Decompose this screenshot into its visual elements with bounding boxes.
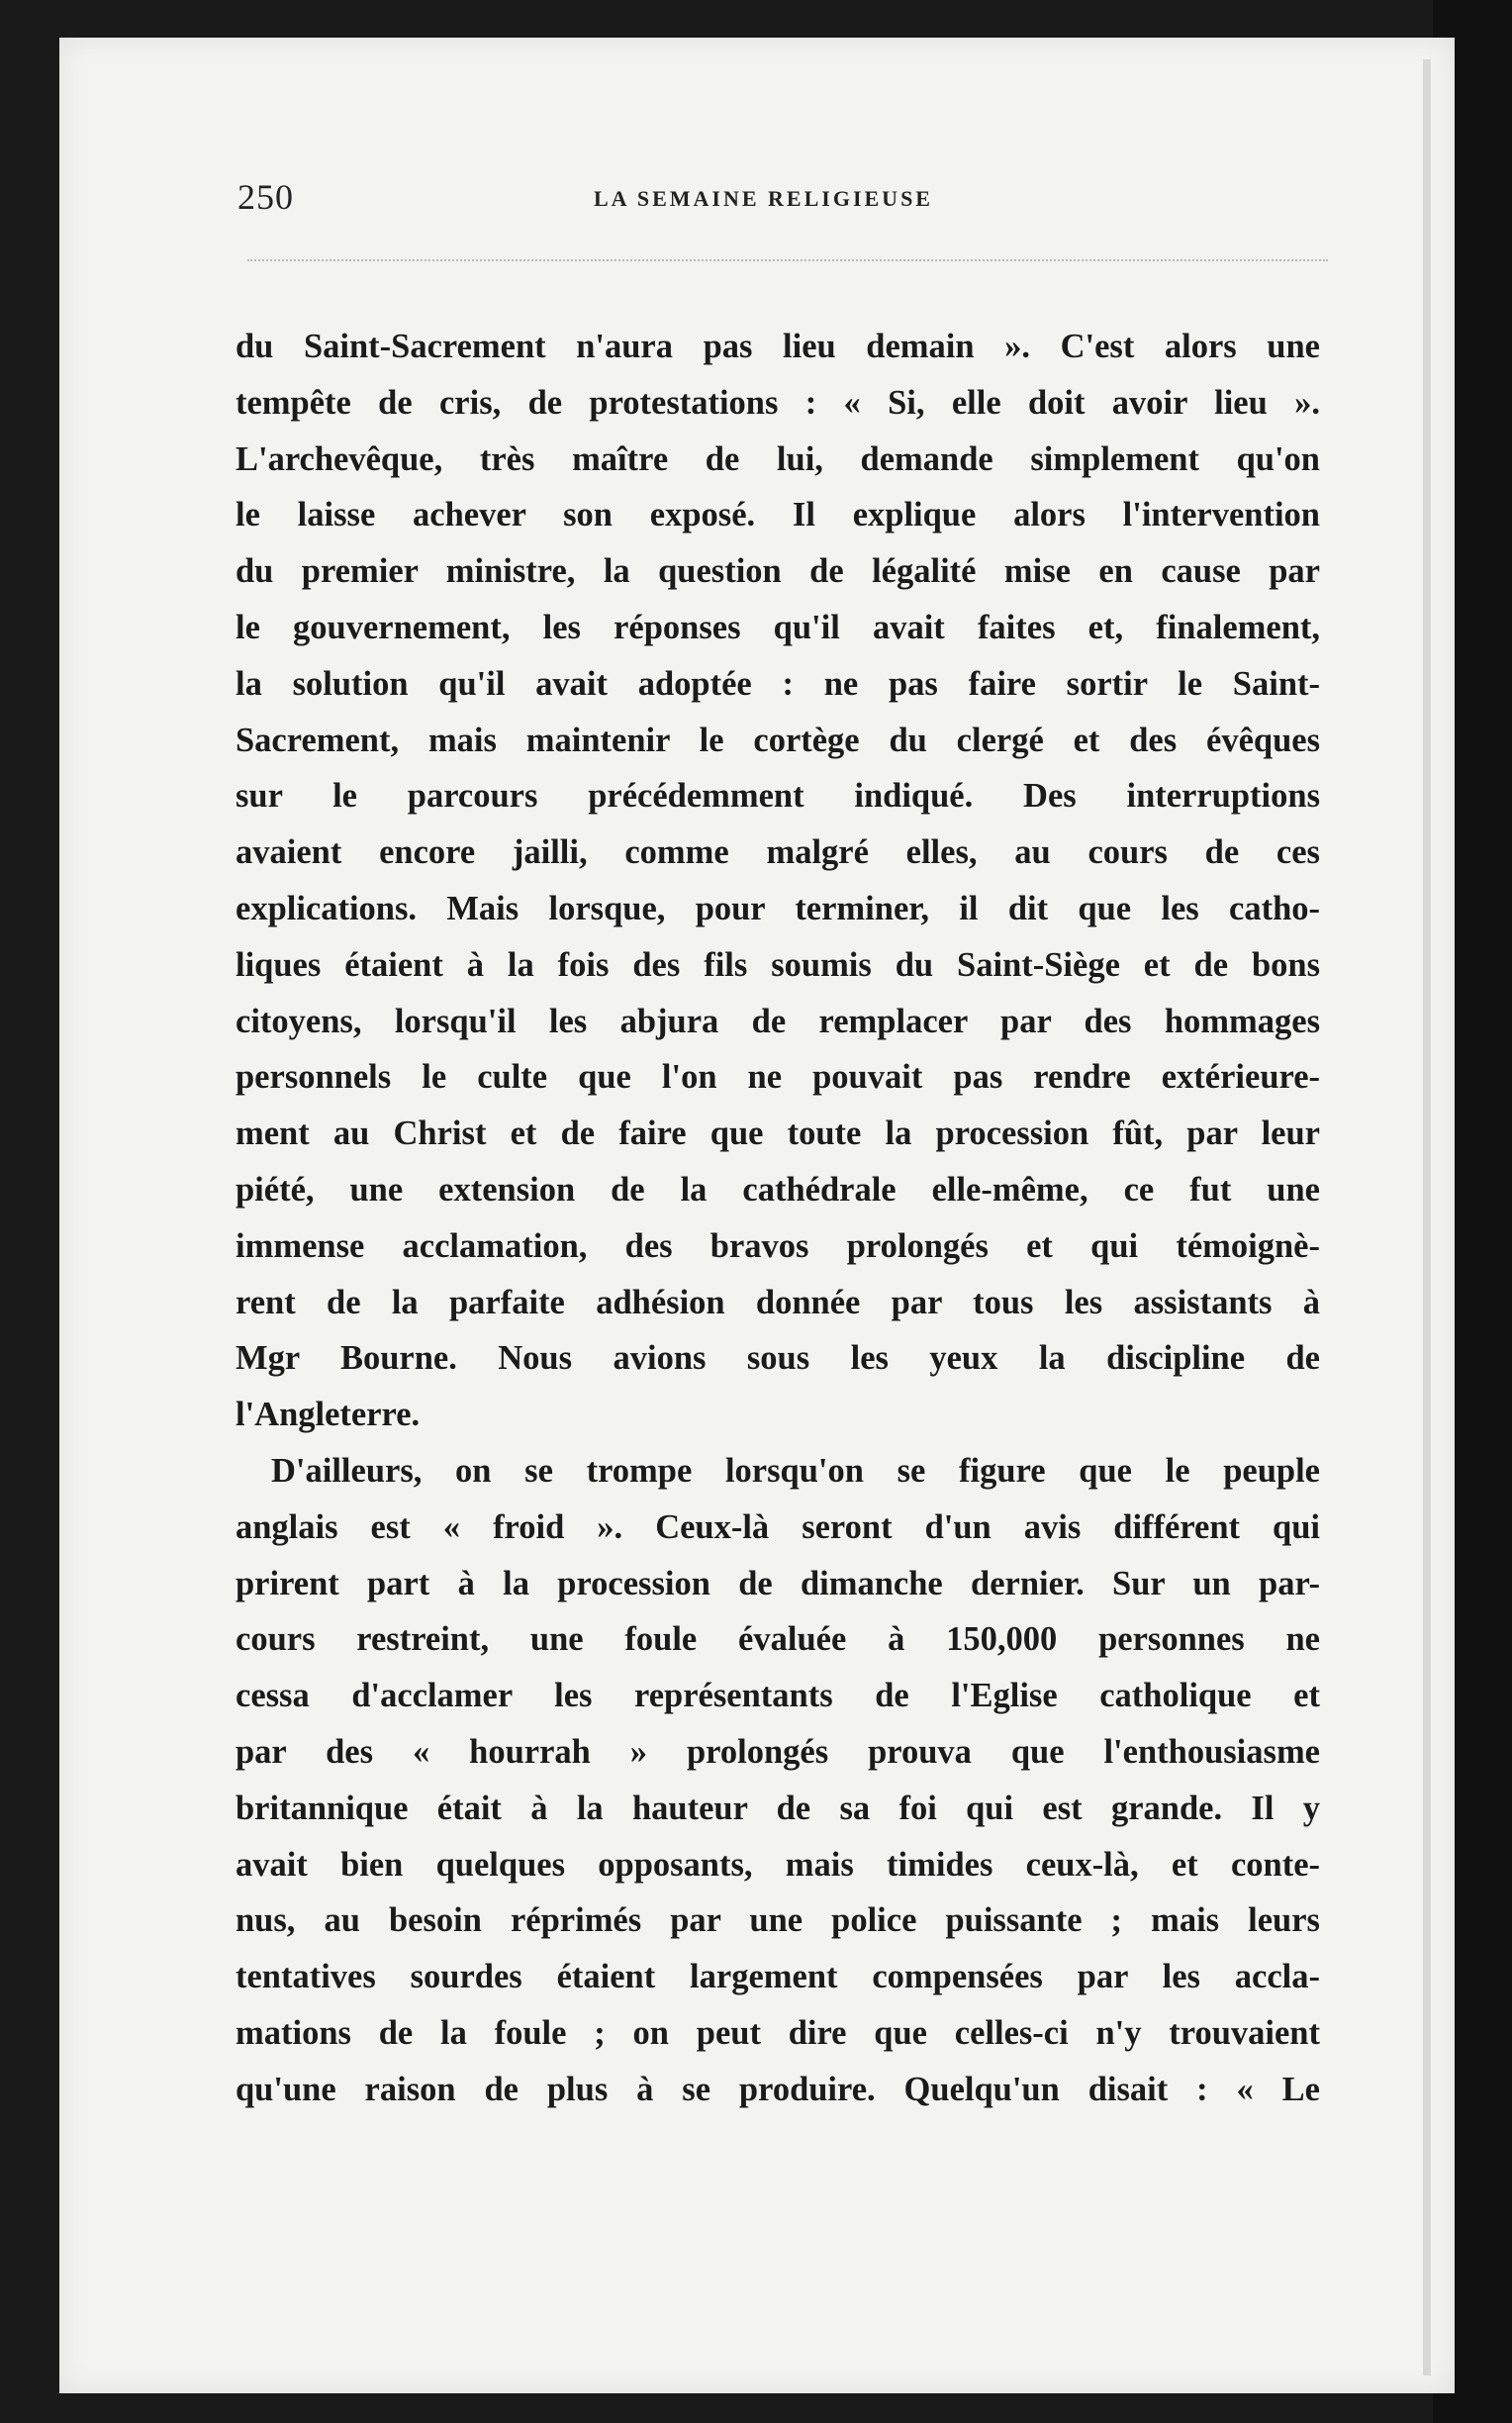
text-line: ment au Christ et de faire que toute la procession fût, par leur	[236, 1115, 1320, 1153]
text-line: citoyens, lorsqu'il les abjura de remplacer par des hommages	[236, 1002, 1320, 1040]
text-line: rent de la parfaite adhésion donnée par tous les assistants à	[236, 1283, 1320, 1321]
next-page-edge	[1423, 59, 1431, 2375]
running-title: LA SEMAINE RELIGIEUSE	[594, 186, 933, 211]
page-header	[237, 176, 1326, 226]
text-line: avait bien quelques opposants, mais timides ceux-là, et conte-	[236, 1845, 1320, 1884]
text-line: du Saint-Sacrement n'aura pas lieu demain ». C'est alors une	[236, 328, 1320, 365]
text-line: mations de la foule ; on peut dire que celles-ci n'y trouvaient	[236, 2013, 1320, 2052]
header-rule	[247, 259, 1328, 261]
text-line: britannique était à la hauteur de sa foi qui est grande. Il y	[236, 1789, 1320, 1827]
text-line: qu'une raison de plus à se produire. Quelqu'un disait : « Le	[236, 2070, 1320, 2108]
text-line: D'ailleurs, on se trompe lorsqu'on se figure que le peuple	[271, 1451, 1320, 1490]
text-line: Sacrement, mais maintenir le cortège du clergé et des évêques	[236, 721, 1320, 759]
text-line: la solution qu'il avait adoptée : ne pas faire sortir le Saint-	[236, 664, 1320, 703]
page-number: 250	[237, 177, 294, 217]
text-line: cessa d'acclamer les représentants de l'Eglise catholique et	[236, 1677, 1320, 1715]
text-line: anglais est « froid ». Ceux-là seront d'un avis différent qui	[236, 1507, 1320, 1546]
text-line: tentatives sourdes étaient largement compensées par les accla-	[236, 1958, 1320, 1996]
text-line: L'archevêque, très maître de lui, demande simplement qu'on	[236, 439, 1320, 478]
text-line: nus, au besoin réprimés par une police puissante ; mais leurs	[236, 1901, 1320, 1940]
text-line: prirent part à la procession de dimanche dernier. Sur un par-	[236, 1564, 1320, 1602]
text-line: cours restreint, une foule évaluée à 150,000 personnes ne	[236, 1620, 1320, 1659]
text-line: le gouvernement, les réponses qu'il avait faites et, finalement,	[236, 608, 1320, 646]
text-line: personnels le culte que l'on ne pouvait pas rendre extérieure-	[236, 1058, 1320, 1097]
text-line: sur le parcours précédemment indiqué. Des interruptions	[236, 777, 1320, 816]
paragraph-2	[236, 1443, 1320, 2118]
text-line: du premier ministre, la question de légalité mise en cause par	[236, 552, 1320, 591]
paragraph-1	[236, 319, 1320, 1443]
text-line: immense acclamation, des bravos prolongés et qui témoignè-	[236, 1226, 1320, 1265]
body-text	[236, 319, 1320, 2118]
text-line: Mgr Bourne. Nous avions sous les yeux la discipline de	[236, 1339, 1320, 1378]
text-line: l'Angleterre.	[236, 1396, 421, 1434]
text-line: par des « hourrah » prolongés prouva que l'enthousiasme	[236, 1732, 1320, 1771]
text-line: tempête de cris, de protestations : « Si, elle doit avoir lieu ».	[236, 383, 1320, 422]
text-line: avaient encore jailli, comme malgré elles, au cours de ces	[236, 833, 1320, 872]
text-line: explications. Mais lorsque, pour terminer, il dit que les catho-	[236, 889, 1320, 927]
text-line: liques étaient à la fois des fils soumis du Saint-Siège et de bons	[236, 945, 1320, 984]
text-line: le laisse achever son exposé. Il explique alors l'intervention	[236, 496, 1320, 534]
text-line: piété, une extension de la cathédrale elle-même, ce fut une	[236, 1170, 1320, 1209]
